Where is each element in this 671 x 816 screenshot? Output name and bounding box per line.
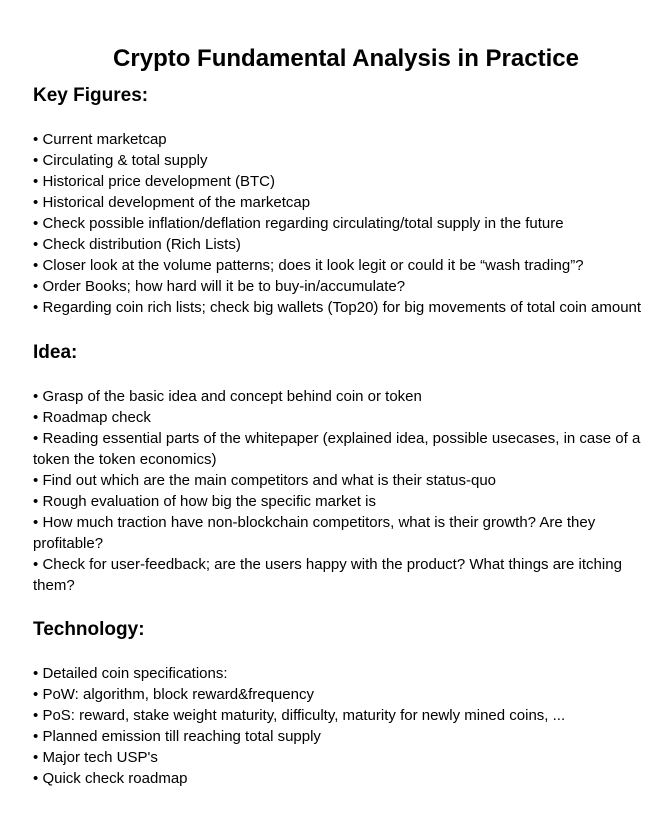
list-item-text: Roadmap check xyxy=(42,409,151,426)
bullet-list xyxy=(33,663,663,789)
list-item-text: Find out which are the main competitors and what is their status-quo xyxy=(42,472,496,489)
bullet-icon: • xyxy=(33,728,39,745)
bullet-icon: • xyxy=(33,409,39,426)
bullet-icon: • xyxy=(33,194,39,211)
list-item xyxy=(33,386,663,407)
list-item-text: Major tech USP's xyxy=(42,749,158,766)
list-item-text: Planned emission till reaching total supply xyxy=(42,728,321,745)
bullet-icon: • xyxy=(33,173,39,190)
list-item-text: Current marketcap xyxy=(42,131,167,148)
bullet-list xyxy=(33,129,663,318)
bullet-icon: • xyxy=(33,131,39,148)
list-item-text: PoW: algorithm, block reward&frequency xyxy=(42,686,314,703)
list-item xyxy=(33,150,663,171)
list-item xyxy=(33,171,663,192)
list-item xyxy=(33,255,663,276)
section-technology xyxy=(33,618,663,789)
list-item-text: Reading essential parts of the whitepaper (explained idea, possible usecases, in case of a token the token economics) xyxy=(33,430,641,468)
bullet-icon: • xyxy=(33,278,39,295)
list-item-text: Regarding coin rich lists; check big wallets (Top20) for big movements of total coin amount xyxy=(42,299,642,316)
list-item xyxy=(33,491,663,512)
bullet-icon: • xyxy=(33,665,39,682)
list-item xyxy=(33,554,663,596)
list-item xyxy=(33,213,663,234)
bullet-icon: • xyxy=(33,556,39,573)
page-title: Crypto Fundamental Analysis in Practice xyxy=(113,45,579,73)
list-item xyxy=(33,297,663,318)
list-item-text: Closer look at the volume patterns; does it look legit or could it be “wash trading”? xyxy=(42,257,584,274)
bullet-icon: • xyxy=(33,215,39,232)
list-item-text: Detailed coin specifications: xyxy=(42,665,228,682)
list-item-text: Check distribution (Rich Lists) xyxy=(42,236,241,253)
bullet-icon: • xyxy=(33,152,39,169)
list-item xyxy=(33,684,663,705)
section-heading: Key Figures: xyxy=(33,85,149,106)
list-item xyxy=(33,428,663,470)
section-heading: Technology: xyxy=(33,619,145,640)
list-item-text: PoS: reward, stake weight maturity, difficulty, maturity for newly mined coins, ... xyxy=(42,707,566,724)
list-item-text: Check possible inflation/deflation regarding circulating/total supply in the future xyxy=(42,215,564,232)
list-item-text: Check for user-feedback; are the users happy with the product? What things are itching them? xyxy=(33,556,622,594)
list-item-text: Grasp of the basic idea and concept behind coin or token xyxy=(42,388,422,405)
bullet-icon: • xyxy=(33,493,39,510)
list-item xyxy=(33,276,663,297)
bullet-icon: • xyxy=(33,770,39,787)
list-item xyxy=(33,705,663,726)
list-item-text: Historical development of the marketcap xyxy=(42,194,311,211)
list-item xyxy=(33,747,663,768)
list-item xyxy=(33,726,663,747)
list-item xyxy=(33,234,663,255)
bullet-icon: • xyxy=(33,686,39,703)
list-item-text: Historical price development (BTC) xyxy=(42,173,276,190)
bullet-icon: • xyxy=(33,257,39,274)
section-idea xyxy=(33,341,663,596)
bullet-icon: • xyxy=(33,472,39,489)
list-item xyxy=(33,129,663,150)
section-heading: Idea: xyxy=(33,342,78,363)
list-item xyxy=(33,512,663,554)
list-item-text: Order Books; how hard will it be to buy-in/accumulate? xyxy=(42,278,406,295)
section-key-figures xyxy=(33,84,663,318)
bullet-icon: • xyxy=(33,749,39,766)
bullet-list xyxy=(33,386,663,596)
list-item-text: Quick check roadmap xyxy=(42,770,188,787)
list-item xyxy=(33,663,663,684)
bullet-icon: • xyxy=(33,236,39,253)
list-item xyxy=(33,407,663,428)
list-item-text: Rough evaluation of how big the specific market is xyxy=(42,493,376,510)
list-item-text: How much traction have non-blockchain competitors, what is their growth? Are they profitable? xyxy=(33,514,596,552)
list-item-text: Circulating & total supply xyxy=(42,152,208,169)
bullet-icon: • xyxy=(33,430,39,447)
list-item xyxy=(33,192,663,213)
bullet-icon: • xyxy=(33,707,39,724)
list-item xyxy=(33,768,663,789)
bullet-icon: • xyxy=(33,299,39,316)
bullet-icon: • xyxy=(33,388,39,405)
bullet-icon: • xyxy=(33,514,39,531)
list-item xyxy=(33,470,663,491)
